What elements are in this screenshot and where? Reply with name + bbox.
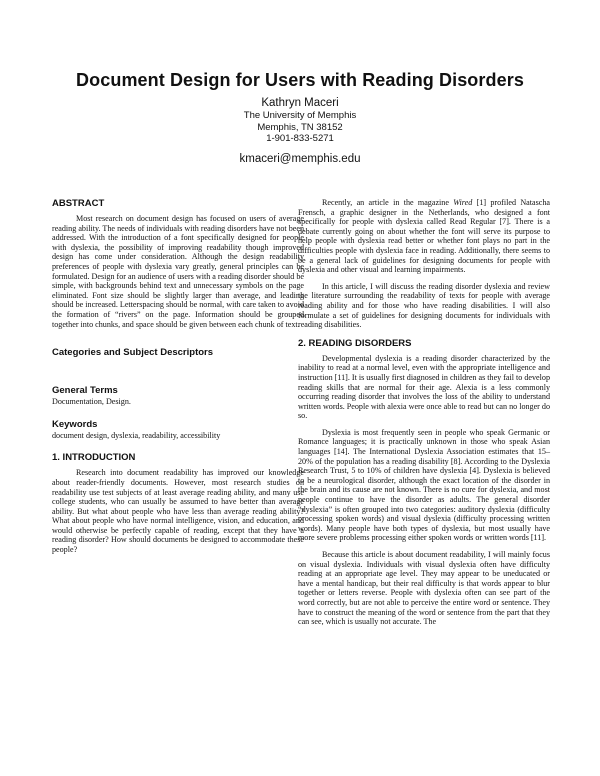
categories-heading: Categories and Subject Descriptors: [52, 347, 214, 359]
wired-paragraph-start: Recently, an article in the magazine: [322, 198, 454, 207]
author-address: Memphis, TN 38152: [257, 121, 343, 133]
abstract-text: Most research on document design has focused on users of average reading ability. The needs of individuals with reading disorders have not been addressed. With the introduction of a font specifically designed for people with dyslexia, the possibility of improving readability though improved design has come under consideration. Although the design readability preferences of people with dyslexia vary greatly, general principles can be formulated. Design for an audience of users with a reading disorder should be simple, with backgrounds behind text and unnecessary symbols on the page eliminated. Font size should be slightly larger than average, and leading should be increased. Letterspacing should be normal, with care taken to avoid the formation of “rivers” on the page. Information should be grouped together into chunks, and space should be given between each chunk of text.: [52, 214, 304, 329]
keywords-text: document design, dyslexia, readability, accessibility: [52, 430, 221, 440]
introduction-text: Research into document readability has improved our knowledge about reader-friendly documents. However, most research studies on readability use test subjects of at least average reading ability, and many use college students, who can usually be assumed to have better than average ability. But what about people who have less than average reading ability? What about people who have normal intelligence, vision, and education, and would otherwise be perfectly capable of reading, except that they have a reading disorder? How should documents be designed to accommodate these people?: [52, 468, 304, 555]
wired-paragraph: [298, 198, 550, 275]
author-name: Kathryn Maceri: [261, 97, 339, 109]
wired-paragraph-rest: [1] profiled Natascha Frensch, a graphic designer in the Netherlands, who designed a font specifically for people with dyslexia called Read Regular [7]. There is a debate currently going on about whether the font will serve its purpose to help people with dyslexia read better or whether font plays no part in the difficulties people with dyslexia face in reading. Additionally, there seems to be a general lack of guidelines for designing documents for people with dyslexia and other visual and learning impairments.: [298, 198, 550, 275]
introduction-heading: 1. INTRODUCTION: [52, 452, 136, 464]
dyslexia-prevalence-paragraph: Dyslexia is most frequently seen in people who speak Germanic or Romance languages; it is practically unknown in those who speak Asian languages [14]. The International Dyslexia Association estimates that 15–20% of the population has a reading disability [8]. According to the Dyslexia Research Trust, 5 to 10% of children have dyslexia [4]. Dyslexia is believed to be a neurological disorder, although the exact location of the disorder in the brain and its cause are not known. There is no cure for dyslexia, and most people continue to have the disorder as adults. The general disorder “dyslexia” is often grouped into two categories: auditory dyslexia (difficulty processing spoken words) and visual dyslexia (difficulty processing written words). Many people have both types of dyslexia, but most usually have more severe problems processing either spoken words or written words [11].: [298, 427, 550, 543]
general-terms-text: Documentation, Design.: [52, 397, 131, 407]
visual-dyslexia-paragraph: Because this article is about document readability, I will mainly focus on visual dyslexia. Individuals with visual dyslexia often have difficulty reading at an appropriate age level. They may appear to be uneducated or have a mental handicap, but their real difficulty is that words appear to blur together or letters reverse. People with dyslexia often can see part of the word correctly, but are not able to perceive the entire word or sentence. They have to construct the meaning of the word or sentence from the part that they can see, which is usually not accurate. The: [298, 550, 550, 627]
reading-disorders-heading: 2. READING DISORDERS: [298, 337, 412, 349]
wired-magazine-name: Wired: [453, 198, 473, 207]
developmental-dyslexia-paragraph: Developmental dyslexia is a reading disorder characterized by the inability to read at a normal level, even with the appropriate intelligence and instruction [11]. It is usually first diagnosed in children as they fail to develop reading skills that are normal for their age. Alexia is a less commonly occurring reading disorder that involves the loss of the ability to understand written words. People with alexia were once able to read but can no longer do so.: [298, 353, 550, 421]
left-column: [52, 198, 304, 555]
abstract-heading: ABSTRACT: [52, 198, 105, 209]
author-university: The University of Memphis: [243, 110, 357, 121]
paper-title: Document Design for Users with Reading Disorders: [76, 70, 524, 90]
right-column: [298, 198, 550, 627]
author-block: [0, 96, 600, 166]
author-phone: 1-901-833-5271: [266, 133, 334, 144]
author-email: kmaceri@memphis.edu: [239, 152, 361, 165]
keywords-heading: Keywords: [52, 418, 98, 430]
article-overview-paragraph: In this article, I will discuss the reading disorder dyslexia and review the literature surrounding the readability of texts for people with average reading ability and for those who have reading disabilities. I will also formulate a set of guidelines for designing documents for individuals with reading disabilities.: [298, 281, 550, 330]
general-terms-heading: General Terms: [52, 385, 118, 397]
